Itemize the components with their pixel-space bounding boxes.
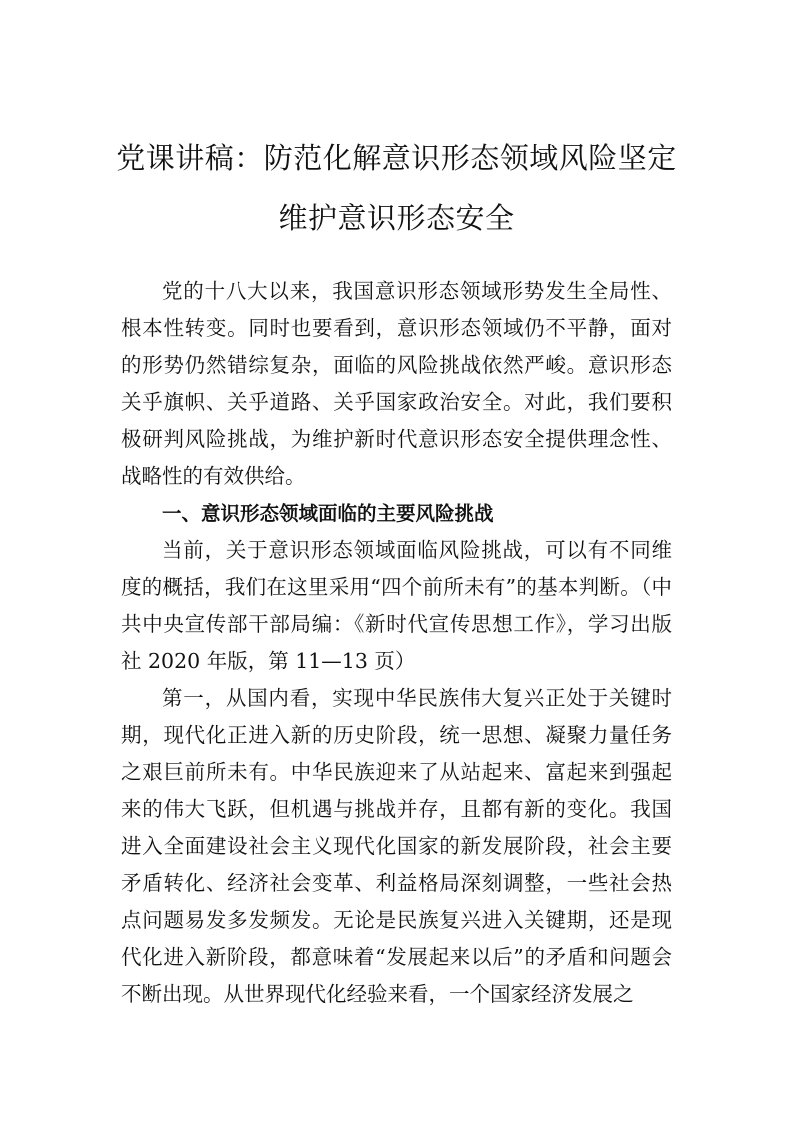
document-title bbox=[100, 128, 693, 248]
paragraph-first-point: 第一，从国内看，实现中华民族伟大复兴正处于关键时期，现代化正进入新的历史阶段，统一思想、凝聚力量任务之艰巨前所未有。中华民族迎来了从站起来、富起来到强起来的伟大飞跃，但机遇与挑战并存，且都有新的变化。我国进入全面建设社会主义现代化国家的新发展阶段，社会主要矛盾转化、经济社会变革、利益格局深刻调整，一些社会热点问题易发多发频发。无论是民族复兴进入关键期，还是现代化进入新阶段，都意味着“发展起来以后”的矛盾和问题会不断出现。从世界现代化经验来看，一个国家经济发展之 bbox=[121, 686, 672, 1006]
paragraph-overview: 当前，关于意识形态领域面临风险挑战，可以有不同维度的概括，我们在这里采用“四个前所未有”的基本判断。（中共中央宣传部干部局编：《新时代宣传思想工作》，学习出版社 2020 年版，第 11—13 页） bbox=[121, 538, 672, 673]
title-line-2: 维护意识形态安全 bbox=[278, 201, 515, 235]
section-heading-1: 一、意识形态领域面临的主要风险挑战 bbox=[162, 502, 494, 525]
title-line-1: 党课讲稿：防范化解意识形态领域风险坚定 bbox=[116, 141, 677, 175]
paragraph-intro: 党的十八大以来，我国意识形态领域形势发生全局性、根本性转变。同时也要看到，意识形态领域仍不平静，面对的形势仍然错综复杂，面临的风险挑战依然严峻。意识形态关乎旗帜、关乎道路、关乎国家政治安全。对此，我们要积极研判风险挑战，为维护新时代意识形态安全提供理念性、战略性的有效供给。 bbox=[121, 279, 672, 488]
document-body bbox=[121, 273, 672, 1013]
